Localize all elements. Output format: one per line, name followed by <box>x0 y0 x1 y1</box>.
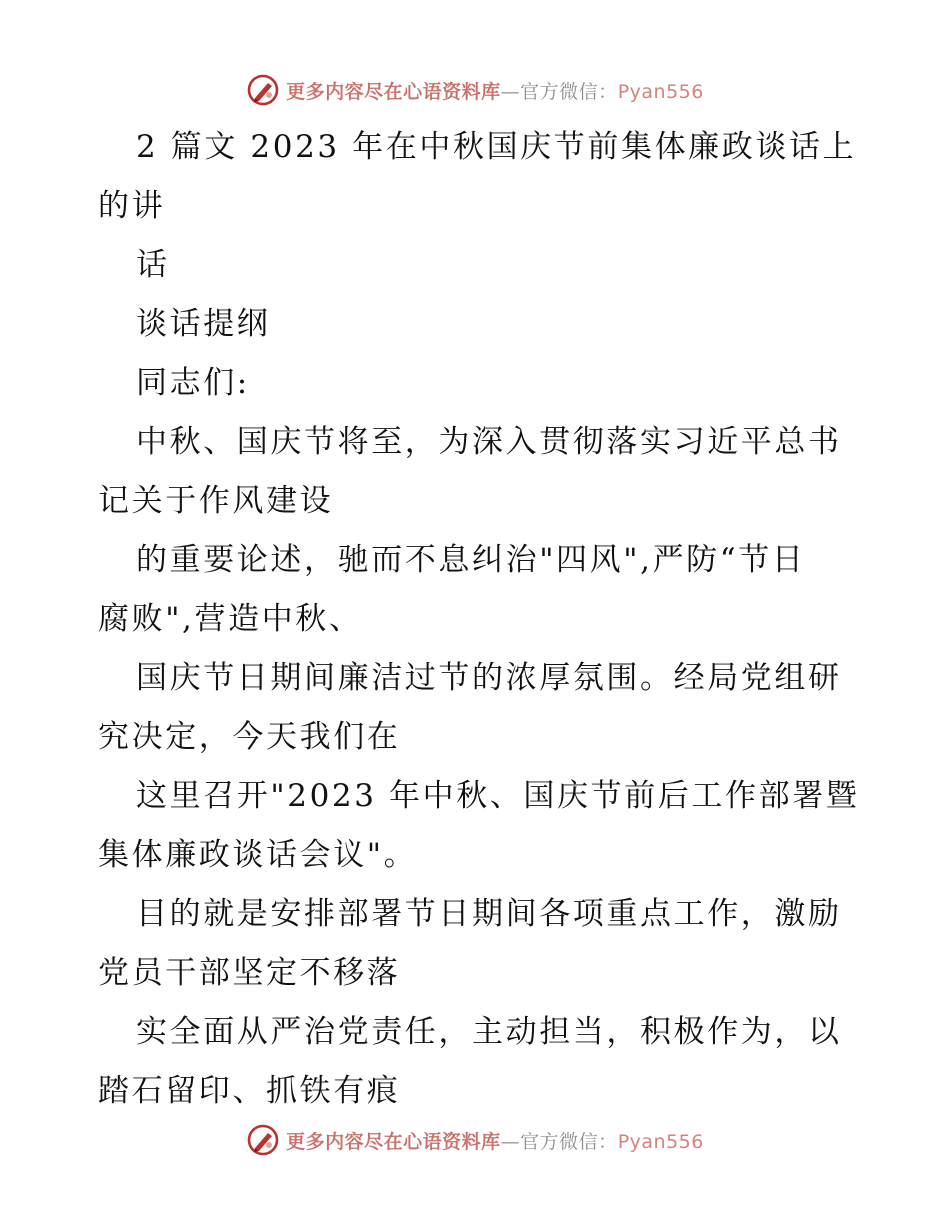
text-line: 记关于作风建设 <box>98 483 334 519</box>
body-paragraph <box>98 1003 856 1121</box>
banner-site-name: 更多内容尽在心语资料库 <box>286 80 501 103</box>
text-line: 究决定，今天我们在 <box>98 719 401 755</box>
pen-logo-icon <box>246 1123 280 1157</box>
banner-wechat-label: 官方微信： <box>520 1130 618 1153</box>
body-paragraph <box>98 531 856 649</box>
body-paragraph <box>98 885 856 1003</box>
text-line: 党员干部坚定不移落 <box>98 955 401 991</box>
text-line: 2 篇文 2023 年在中秋国庆节前集体廉政谈话上 <box>136 129 857 165</box>
text-line: 话 <box>136 247 170 283</box>
body-paragraph <box>98 649 856 767</box>
header-banner <box>0 68 950 112</box>
pen-logo-icon <box>246 73 280 107</box>
text-line: 同志们: <box>136 365 250 401</box>
salutation-paragraph <box>98 354 856 413</box>
text-line: 的重要论述，驰而不息纠治"四风",严防“节日 <box>136 542 806 578</box>
footer-banner <box>0 1118 950 1162</box>
text-line: 集体廉政谈话会议"。 <box>98 837 418 873</box>
text-line: 实全面从严治党责任，主动担当，积极作为，以 <box>136 1014 842 1050</box>
text-line: 目的就是安排部署节日期间各项重点工作，激励 <box>136 896 842 932</box>
title-paragraph-end <box>98 236 856 295</box>
body-paragraph <box>98 413 856 531</box>
banner-account: Pyan556 <box>617 1130 704 1153</box>
text-line: 国庆节日期间廉洁过节的浓厚氛围。经局党组研 <box>136 660 842 696</box>
text-line: 踏石留印、抓铁有痕 <box>98 1073 401 1109</box>
text-line: 中秋、国庆节将至，为深入贯彻落实习近平总书 <box>136 424 842 460</box>
text-line: 谈话提纲 <box>136 306 271 342</box>
body-paragraph <box>98 767 860 885</box>
banner-text <box>286 1127 704 1154</box>
text-line: 的讲 <box>98 188 166 224</box>
banner-text <box>286 77 704 104</box>
document-body <box>98 118 860 1121</box>
text-line: 腐败",营造中秋、 <box>98 601 363 637</box>
banner-dash: — <box>500 1130 521 1153</box>
subtitle-paragraph <box>98 295 856 354</box>
banner-dash: — <box>500 80 521 103</box>
banner-site-name: 更多内容尽在心语资料库 <box>286 1130 501 1153</box>
text-line: 这里召开"2023 年中秋、国庆节前后工作部署暨 <box>136 778 860 814</box>
title-paragraph <box>98 118 856 236</box>
banner-wechat-label: 官方微信： <box>520 80 618 103</box>
banner-account: Pyan556 <box>617 80 704 103</box>
